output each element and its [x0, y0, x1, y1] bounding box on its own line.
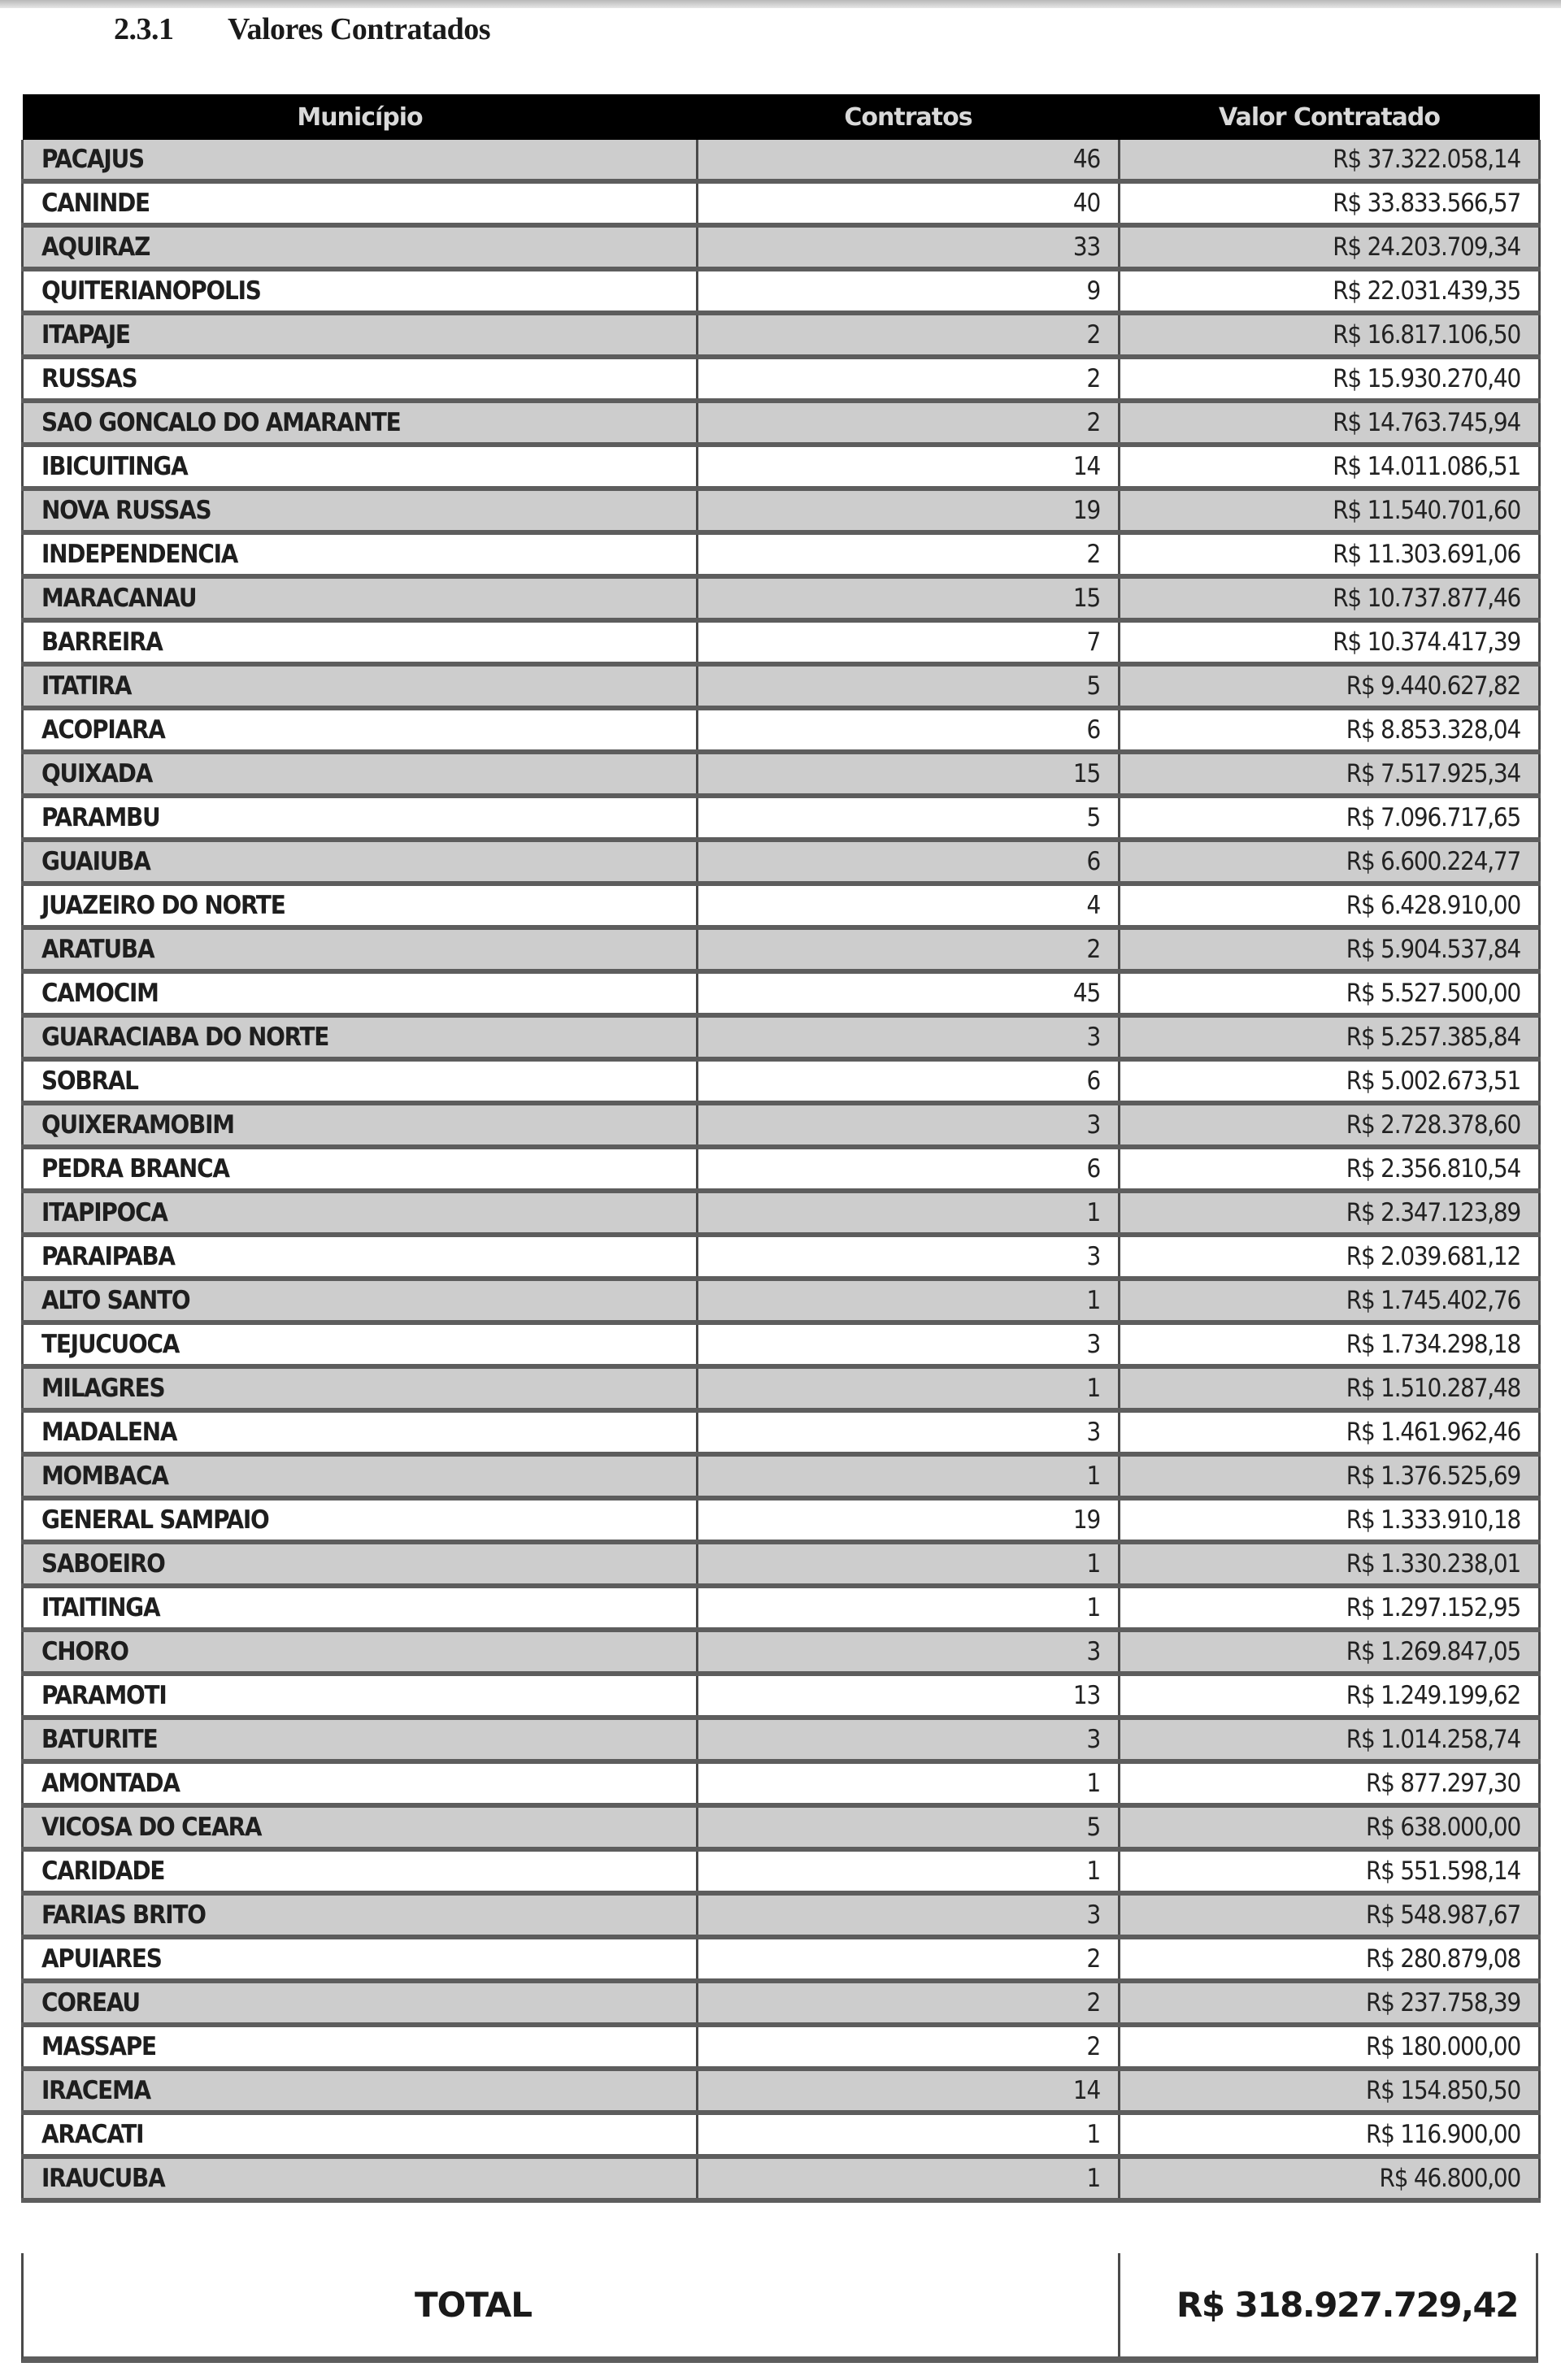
contratos-cell: 15 — [698, 752, 1120, 796]
table-row — [23, 1981, 1540, 2025]
contratos-cell: 2 — [698, 313, 1120, 357]
municipio-cell: TEJUCUOCA — [23, 1322, 698, 1366]
municipio-cell: SOBRAL — [23, 1059, 698, 1103]
municipio-cell: QUITERIANOPOLIS — [23, 269, 698, 313]
municipio-cell: VICOSA DO CEARA — [23, 1805, 698, 1849]
municipio-cell: ITAPAJE — [23, 313, 698, 357]
municipio-cell: PARAIPABA — [23, 1235, 698, 1279]
contratos-cell: 1 — [698, 1191, 1120, 1235]
valor-cell: R$ 14.011.086,51 — [1120, 445, 1540, 489]
valor-cell: R$ 15.930.270,40 — [1120, 357, 1540, 401]
table-row — [23, 1893, 1540, 1937]
valor-cell: R$ 638.000,00 — [1120, 1805, 1540, 1849]
valor-cell: R$ 237.758,39 — [1120, 1981, 1540, 2025]
municipio-cell: IRAUCUBA — [23, 2156, 698, 2200]
municipio-cell: FARIAS BRITO — [23, 1893, 698, 1937]
municipio-cell: PEDRA BRANCA — [23, 1147, 698, 1191]
contratos-cell: 2 — [698, 357, 1120, 401]
valor-cell: R$ 5.527.500,00 — [1120, 971, 1540, 1015]
contratos-cell: 1 — [698, 2113, 1120, 2156]
table-row — [23, 181, 1540, 225]
page-top-edge — [0, 0, 1561, 8]
municipio-cell: ARATUBA — [23, 927, 698, 971]
municipio-cell: INDEPENDENCIA — [23, 532, 698, 576]
table-row — [23, 1454, 1540, 1498]
municipio-cell: MADALENA — [23, 1410, 698, 1454]
contratos-cell: 2 — [698, 2025, 1120, 2069]
valor-cell: R$ 5.257.385,84 — [1120, 1015, 1540, 1059]
municipio-cell: SABOEIRO — [23, 1542, 698, 1586]
contratos-cell: 40 — [698, 181, 1120, 225]
table-row — [23, 927, 1540, 971]
valor-cell: R$ 280.879,08 — [1120, 1937, 1540, 1981]
municipio-cell: PARAMOTI — [23, 1674, 698, 1718]
municipio-cell: RUSSAS — [23, 357, 698, 401]
contratos-cell: 1 — [698, 1586, 1120, 1630]
municipio-cell: CANINDE — [23, 181, 698, 225]
valor-cell: R$ 1.734.298,18 — [1120, 1322, 1540, 1366]
valor-cell: R$ 1.014.258,74 — [1120, 1718, 1540, 1761]
section-title: Valores Contratados — [228, 12, 491, 46]
table-row — [23, 357, 1540, 401]
valor-cell: R$ 877.297,30 — [1120, 1761, 1540, 1805]
contratos-cell: 19 — [698, 489, 1120, 532]
valor-cell: R$ 10.737.877,46 — [1120, 576, 1540, 620]
total-value: R$ 318.927.729,42 — [1176, 2285, 1518, 2325]
municipio-cell: SAO GONCALO DO AMARANTE — [23, 401, 698, 445]
table-row — [23, 1059, 1540, 1103]
contratos-cell: 3 — [698, 1630, 1120, 1674]
valor-cell: R$ 24.203.709,34 — [1120, 225, 1540, 269]
valor-cell: R$ 1.510.287,48 — [1120, 1366, 1540, 1410]
contratos-cell: 6 — [698, 1147, 1120, 1191]
municipio-cell: BATURITE — [23, 1718, 698, 1761]
contratos-cell: 33 — [698, 225, 1120, 269]
valor-cell: R$ 548.987,67 — [1120, 1893, 1540, 1937]
municipio-cell: JUAZEIRO DO NORTE — [23, 884, 698, 927]
contratos-cell: 2 — [698, 401, 1120, 445]
municipio-cell: IRACEMA — [23, 2069, 698, 2113]
municipio-cell: ACOPIARA — [23, 708, 698, 752]
valor-cell: R$ 154.850,50 — [1120, 2069, 1540, 2113]
municipio-cell: ALTO SANTO — [23, 1279, 698, 1322]
valor-cell: R$ 2.356.810,54 — [1120, 1147, 1540, 1191]
municipio-cell: COREAU — [23, 1981, 698, 2025]
table-row — [23, 1498, 1540, 1542]
municipio-cell: CHORO — [23, 1630, 698, 1674]
municipio-cell: AQUIRAZ — [23, 225, 698, 269]
table-header-row — [23, 94, 1540, 140]
municipio-cell: ITAPIPOCA — [23, 1191, 698, 1235]
contratos-cell: 1 — [698, 1366, 1120, 1410]
valor-cell: R$ 7.517.925,34 — [1120, 752, 1540, 796]
municipio-cell: CARIDADE — [23, 1849, 698, 1893]
municipio-cell: GENERAL SAMPAIO — [23, 1498, 698, 1542]
contratos-cell: 46 — [698, 140, 1120, 181]
contratos-cell: 9 — [698, 269, 1120, 313]
valor-cell: R$ 1.249.199,62 — [1120, 1674, 1540, 1718]
table-row — [23, 1235, 1540, 1279]
valor-cell: R$ 10.374.417,39 — [1120, 620, 1540, 664]
valor-cell: R$ 37.322.058,14 — [1120, 140, 1540, 181]
contratos-cell: 3 — [698, 1103, 1120, 1147]
valor-cell: R$ 2.039.681,12 — [1120, 1235, 1540, 1279]
table-row — [23, 1630, 1540, 1674]
table-row — [23, 1761, 1540, 1805]
municipio-cell: GUARACIABA DO NORTE — [23, 1015, 698, 1059]
contratos-cell: 14 — [698, 445, 1120, 489]
table-row — [23, 796, 1540, 840]
contratos-cell: 3 — [698, 1893, 1120, 1937]
contratos-cell: 2 — [698, 927, 1120, 971]
section-number: 2.3.1 — [114, 12, 174, 46]
table-row — [23, 664, 1540, 708]
table-row — [23, 1410, 1540, 1454]
valor-cell: R$ 1.297.152,95 — [1120, 1586, 1540, 1630]
valor-cell: R$ 9.440.627,82 — [1120, 664, 1540, 708]
valor-cell: R$ 6.600.224,77 — [1120, 840, 1540, 884]
contratos-cell: 3 — [698, 1410, 1120, 1454]
valor-cell: R$ 180.000,00 — [1120, 2025, 1540, 2069]
contratos-cell: 1 — [698, 1761, 1120, 1805]
contratos-cell: 2 — [698, 1981, 1120, 2025]
table-row — [23, 1147, 1540, 1191]
contratos-cell: 1 — [698, 1849, 1120, 1893]
valor-cell: R$ 7.096.717,65 — [1120, 796, 1540, 840]
valor-cell: R$ 1.330.238,01 — [1120, 1542, 1540, 1586]
table-row — [23, 140, 1540, 181]
municipio-cell: QUIXADA — [23, 752, 698, 796]
table-row — [23, 1191, 1540, 1235]
table-row — [23, 1542, 1540, 1586]
table-row — [23, 1103, 1540, 1147]
valor-cell: R$ 11.540.701,60 — [1120, 489, 1540, 532]
valor-cell: R$ 2.728.378,60 — [1120, 1103, 1540, 1147]
contratos-cell: 4 — [698, 884, 1120, 927]
municipio-cell: ITATIRA — [23, 664, 698, 708]
contratos-cell: 13 — [698, 1674, 1120, 1718]
table-row — [23, 2069, 1540, 2113]
contratos-cell: 3 — [698, 1015, 1120, 1059]
contratos-cell: 1 — [698, 1542, 1120, 1586]
contratos-cell: 1 — [698, 1454, 1120, 1498]
valor-cell: R$ 6.428.910,00 — [1120, 884, 1540, 927]
table-row — [23, 1015, 1540, 1059]
table-row — [23, 1937, 1540, 1981]
table-row — [23, 2025, 1540, 2069]
contratos-cell: 5 — [698, 664, 1120, 708]
valor-cell: R$ 551.598,14 — [1120, 1849, 1540, 1893]
table-row — [23, 752, 1540, 796]
valor-cell: R$ 16.817.106,50 — [1120, 313, 1540, 357]
valor-cell: R$ 22.031.439,35 — [1120, 269, 1540, 313]
contratos-cell: 5 — [698, 796, 1120, 840]
table-row — [23, 532, 1540, 576]
table-row — [23, 1849, 1540, 1893]
contratos-cell: 6 — [698, 1059, 1120, 1103]
contratos-cell: 14 — [698, 2069, 1120, 2113]
table-row — [23, 225, 1540, 269]
section-heading — [114, 11, 490, 47]
table-row — [23, 1674, 1540, 1718]
municipio-cell: MARACANAU — [23, 576, 698, 620]
contratos-cell: 19 — [698, 1498, 1120, 1542]
municipio-cell: PARAMBU — [23, 796, 698, 840]
contratos-cell: 3 — [698, 1322, 1120, 1366]
municipio-cell: NOVA RUSSAS — [23, 489, 698, 532]
table-row — [23, 445, 1540, 489]
table-row — [23, 1279, 1540, 1322]
contratos-cell: 1 — [698, 1279, 1120, 1322]
municipio-cell: MOMBACA — [23, 1454, 698, 1498]
municipio-cell: CAMOCIM — [23, 971, 698, 1015]
table-row — [23, 840, 1540, 884]
table-row — [23, 2113, 1540, 2156]
valor-cell: R$ 11.303.691,06 — [1120, 532, 1540, 576]
valor-cell: R$ 1.376.525,69 — [1120, 1454, 1540, 1498]
valor-cell: R$ 116.900,00 — [1120, 2113, 1540, 2156]
table-row — [23, 489, 1540, 532]
contratos-cell: 2 — [698, 532, 1120, 576]
table-row — [23, 313, 1540, 357]
municipio-cell: QUIXERAMOBIM — [23, 1103, 698, 1147]
municipio-cell: BARREIRA — [23, 620, 698, 664]
contratos-cell: 15 — [698, 576, 1120, 620]
contratos-cell: 1 — [698, 2156, 1120, 2200]
contratos-cell: 45 — [698, 971, 1120, 1015]
valor-cell: R$ 2.347.123,89 — [1120, 1191, 1540, 1235]
table-row — [23, 1586, 1540, 1630]
header-contratos: Contratos — [698, 94, 1120, 140]
municipio-cell: GUAIUBA — [23, 840, 698, 884]
table-body — [23, 140, 1540, 2200]
table-row — [23, 1366, 1540, 1410]
valor-cell: R$ 5.002.673,51 — [1120, 1059, 1540, 1103]
valor-cell: R$ 1.745.402,76 — [1120, 1279, 1540, 1322]
municipio-cell: MASSAPE — [23, 2025, 698, 2069]
valor-cell: R$ 1.333.910,18 — [1120, 1498, 1540, 1542]
contratos-cell: 7 — [698, 620, 1120, 664]
table-row — [23, 708, 1540, 752]
contratos-cell: 2 — [698, 1937, 1120, 1981]
header-municipio: Município — [23, 94, 698, 140]
table-row — [23, 1322, 1540, 1366]
valor-cell: R$ 1.461.962,46 — [1120, 1410, 1540, 1454]
municipio-cell: AMONTADA — [23, 1761, 698, 1805]
municipio-cell: ITAITINGA — [23, 1586, 698, 1630]
contratos-cell: 5 — [698, 1805, 1120, 1849]
municipio-cell: PACAJUS — [23, 140, 698, 181]
valor-cell: R$ 5.904.537,84 — [1120, 927, 1540, 971]
table-row — [23, 2156, 1540, 2200]
valor-cell: R$ 8.853.328,04 — [1120, 708, 1540, 752]
table-row — [23, 1718, 1540, 1761]
valor-cell: R$ 33.833.566,57 — [1120, 181, 1540, 225]
table-row — [23, 576, 1540, 620]
contratos-cell: 6 — [698, 840, 1120, 884]
contratos-cell: 6 — [698, 708, 1120, 752]
contratos-cell: 3 — [698, 1718, 1120, 1761]
table-row — [23, 1805, 1540, 1849]
municipio-cell: MILAGRES — [23, 1366, 698, 1410]
contratos-cell: 3 — [698, 1235, 1120, 1279]
municipio-cell: ARACATI — [23, 2113, 698, 2156]
municipio-cell: IBICUITINGA — [23, 445, 698, 489]
municipio-cell: APUIARES — [23, 1937, 698, 1981]
contracted-values-table — [21, 94, 1541, 2203]
total-label: TOTAL — [24, 2253, 1120, 2356]
table-row — [23, 401, 1540, 445]
table-row — [23, 971, 1540, 1015]
valor-cell: R$ 14.763.745,94 — [1120, 401, 1540, 445]
table-row — [23, 269, 1540, 313]
table-row — [23, 620, 1540, 664]
total-row — [21, 2253, 1538, 2363]
table-row — [23, 884, 1540, 927]
valor-cell: R$ 46.800,00 — [1120, 2156, 1540, 2200]
header-valor-contratado: Valor Contratado — [1120, 94, 1540, 140]
valor-cell: R$ 1.269.847,05 — [1120, 1630, 1540, 1674]
